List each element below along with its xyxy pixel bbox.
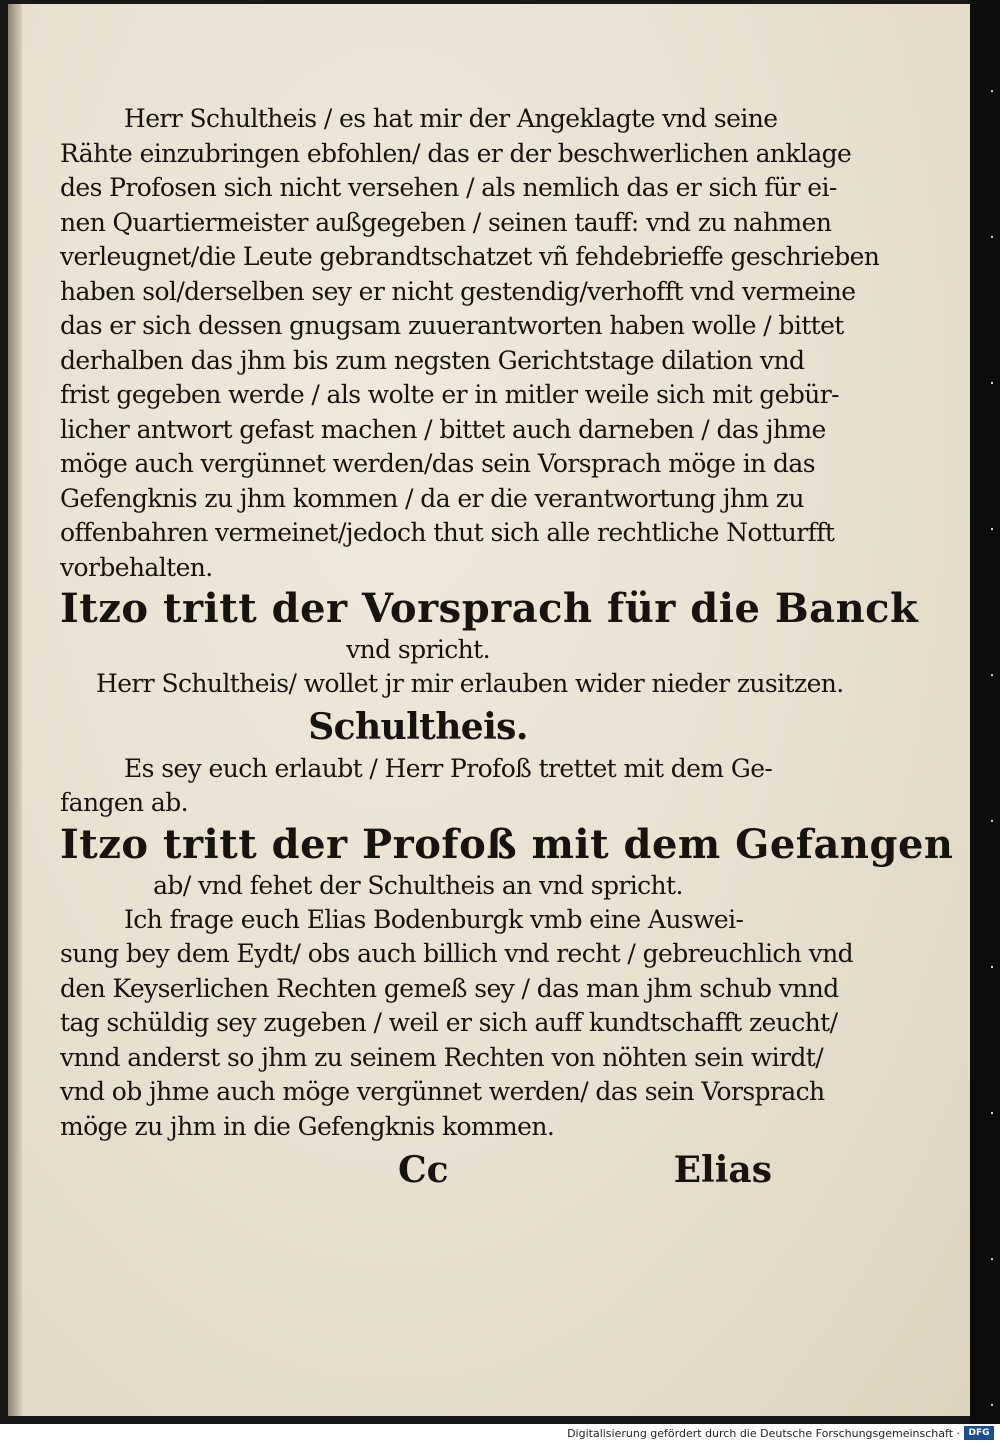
page-footer	[60, 1148, 776, 1192]
section-heading-profoss: Itzo tritt der Profoß mit dem Gefangen	[60, 820, 954, 868]
body-line-14: vorbehalten.	[60, 552, 213, 582]
speech-question-line-3: den Keyserlichen Rechten gemeß sey / das man jhm schub vnnd	[60, 973, 839, 1003]
section-heading-profoss-sub: ab/ vnd fehet der Schultheis an vnd spricht.	[153, 870, 683, 900]
body-line-7: das er sich dessen gnugsam zuuerantworten haben wolle / bittet	[60, 311, 844, 340]
border-tick	[991, 1258, 993, 1260]
body-line-12: Gefengknis zu jhm kommen / da er die verantwortung jhm zu	[60, 483, 804, 513]
speech-question-line-6: vnd ob jhme auch möge vergünnet werden/ das sein Vorsprach	[60, 1077, 825, 1106]
body-line-3: des Profosen sich nicht versehen / als nemlich das er sich für ei-	[60, 173, 837, 202]
speech-schultheis-line-2: fangen ab.	[60, 788, 188, 817]
digitization-credit-bar	[0, 1424, 1000, 1444]
border-tick	[991, 382, 993, 384]
body-line-2: Rähte einzubringen ebfohlen/ das er der beschwerlichen anklage	[60, 138, 852, 168]
speech-schultheis-line-1: Es sey euch erlaubt / Herr Profoß trettet mit dem Ge-	[124, 753, 773, 783]
section-heading-vorsprach-sub: vnd spricht.	[346, 635, 490, 664]
speech-question-line-7: möge zu jhm in die Gefengknis kommen.	[60, 1111, 555, 1141]
border-tick	[991, 674, 993, 676]
signature-mark: Cc	[398, 1149, 449, 1191]
border-tick	[991, 820, 993, 822]
book-page	[8, 4, 970, 1416]
speech-question-line-5: vnnd anderst so jhm zu seinem Rechten von nöhten sein wirdt/	[60, 1042, 824, 1072]
body-line-10: licher antwort gefast machen / bittet auch darneben / das jhme	[60, 414, 826, 444]
border-tick	[991, 236, 993, 238]
speaker-heading-schultheis: Schultheis.	[308, 705, 528, 748]
border-tick	[991, 90, 993, 92]
catchword: Elias	[673, 1149, 772, 1191]
body-line-13: offenbahren vermeinet/jedoch thut sich alle rechtliche Notturfft	[60, 518, 835, 547]
body-line-8: derhalben das jhm bis zum negsten Gerichtstage dilation vnd	[60, 345, 805, 375]
section-heading-vorsprach: Itzo tritt der Vorsprach für die Banck	[60, 585, 919, 632]
body-line-9: frist gegeben werde / als wolte er in mitler weile sich mit gebür-	[60, 380, 840, 409]
speech-question-line-1: Ich frage euch Elias Bodenburgk vmb eine Auswei-	[124, 904, 744, 934]
border-tick	[991, 528, 993, 530]
speech-question-line-2: sung bey dem Eydt/ obs auch billich vnd recht / gebreuchlich vnd	[60, 939, 854, 968]
body-line-6: haben sol/derselben sey er nicht gestendig/verhofft vnd vermeine	[60, 276, 856, 306]
page-text-block	[60, 102, 954, 1192]
speech-question-line-4: tag schüldig sey zugeben / weil er sich auff kundtschafft zeucht/	[60, 1008, 838, 1037]
body-line-4: nen Quartiermeister außgegeben / seinen tauff: vnd zu nahmen	[60, 207, 832, 237]
speech-vorsprach: Herr Schultheis/ wollet jr mir erlauben wider nieder zusitzen.	[96, 669, 844, 698]
border-tick	[991, 1112, 993, 1114]
body-line-5: verleugnet/die Leute gebrandtschatzet vñ fehdebrieffe geschrieben	[60, 242, 880, 271]
dfg-logo-icon: DFG	[964, 1426, 994, 1440]
credit-text: Digitalisierung gefördert durch die Deutsche Forschungsgemeinschaft ·	[567, 1427, 960, 1440]
body-line-1: Herr Schultheis / es hat mir der Angeklagte vnd seine	[124, 104, 778, 133]
body-line-11: möge auch vergünnet werden/das sein Vorsprach möge in das	[60, 449, 815, 478]
border-tick	[991, 966, 993, 968]
scan-right-border	[970, 0, 1000, 1424]
border-tick	[991, 1404, 993, 1406]
page-gutter-shadow	[8, 4, 22, 1416]
